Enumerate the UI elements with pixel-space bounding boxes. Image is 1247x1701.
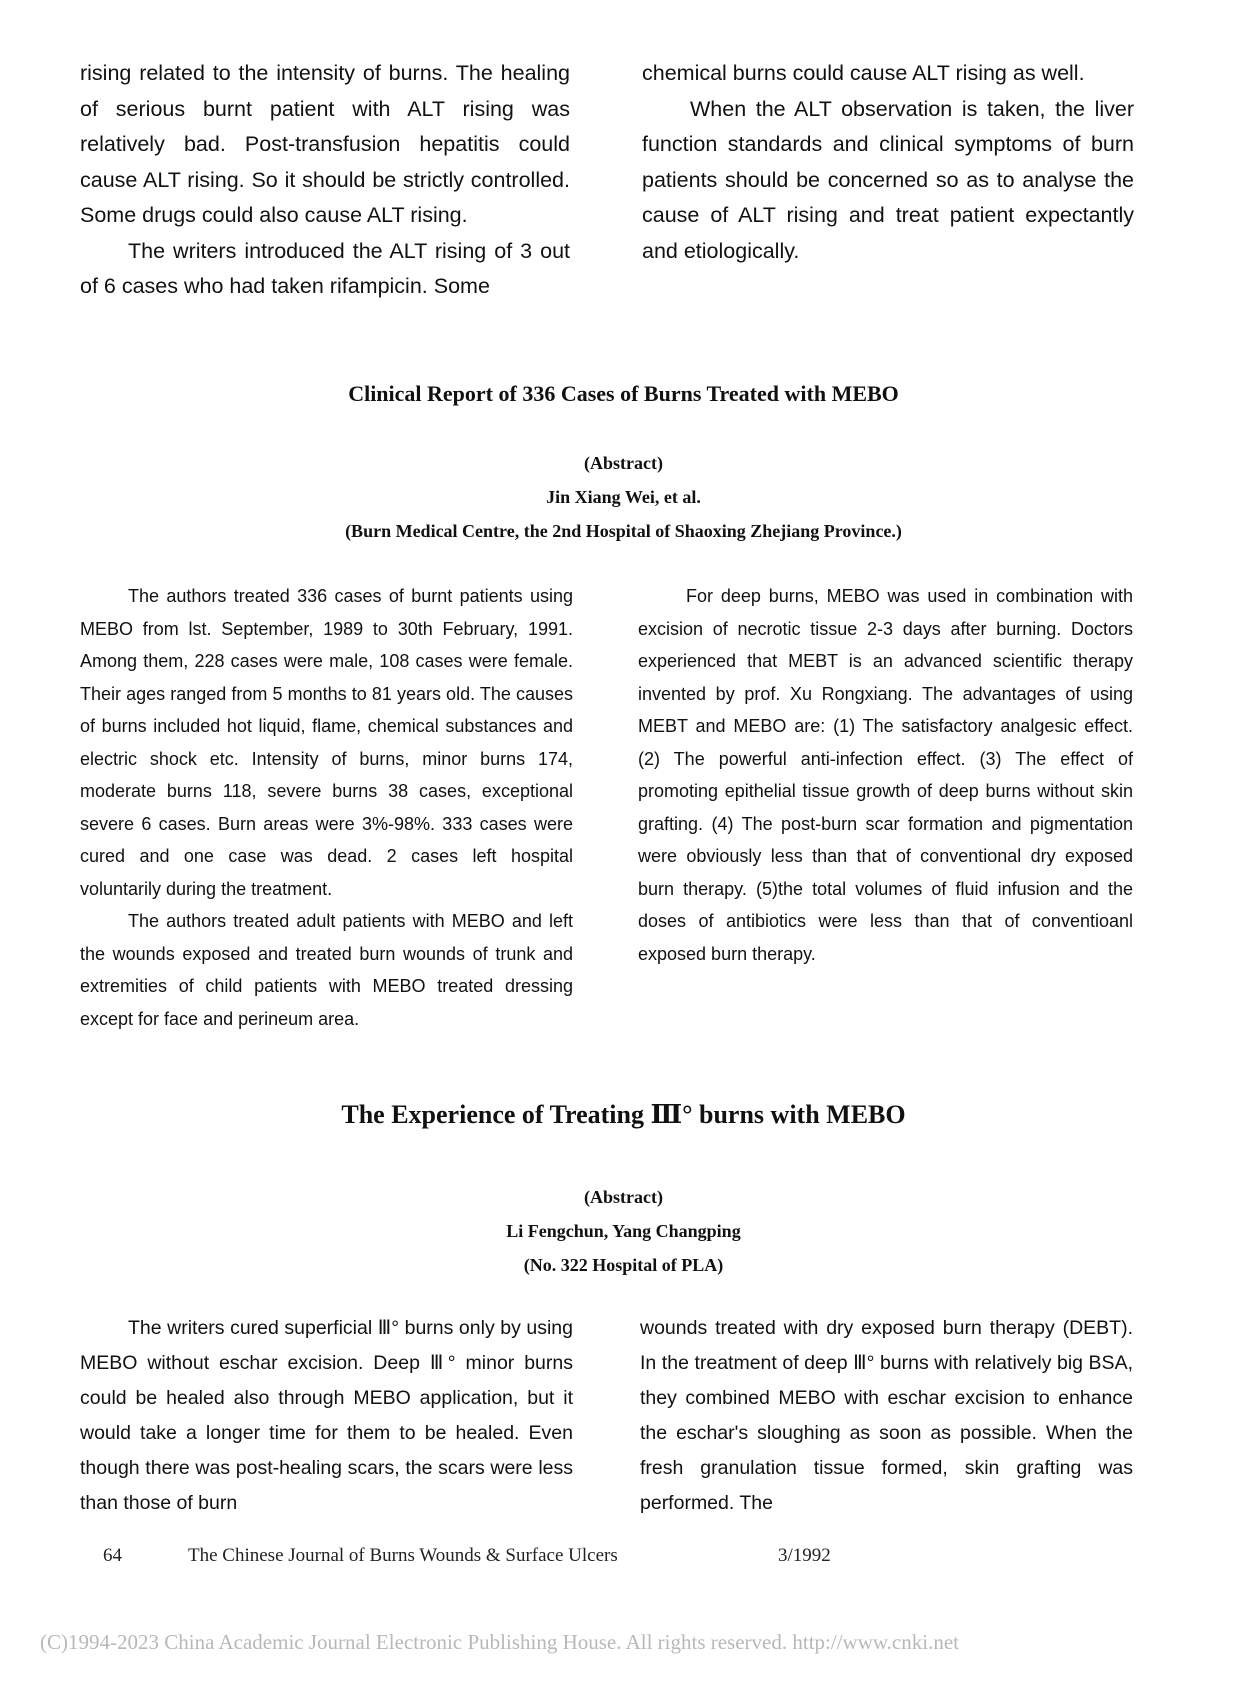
prev-article-left-column <box>80 56 570 305</box>
paragraph: For deep burns, MEBO was used in combination with excision of necrotic tissue 2-3 days after burning. Doctors experienced that MEBT is an advanced scientific therapy invented by prof. Xu Rongxiang. The advantages of using MEBT and MEBO are: (1) The satisfactory analgesic effect. (2) The powerful anti-infection effect. (3) The effect of promoting epithelial tissue growth of deep burns without skin grafting. (4) The post-burn scar formation and pigmentation were obviously less than that of conventional dry exposed burn therapy. (5)the total volumes of fluid infusion and the doses of antibiotics were less than that of conventioanl exposed burn therapy. <box>638 586 1133 964</box>
article2-abstract-label: (Abstract) <box>584 1187 663 1207</box>
paragraph: When the ALT observation is taken, the liver function standards and clinical symptoms of burn patients should be concerned so as to analyse the cause of ALT rising and treat patient expectantly and etiologically. <box>642 96 1134 263</box>
article1-left-column <box>80 580 573 1035</box>
paragraph: The writers introduced the ALT rising of 3 out of 6 cases who had taken rifampicin. Some <box>80 238 570 298</box>
article1-title: Clinical Report of 336 Cases of Burns Treated with MEBO <box>348 381 899 406</box>
article1-abstract-label: (Abstract) <box>584 453 663 473</box>
paragraph: wounds treated with dry exposed burn therapy (DEBT). In the treatment of deep Ⅲ° burns with relatively big BSA, they combined MEBO with eschar excision to enhance the eschar's sloughing as soon as possible. When the fresh granulation tissue formed, skin grafting was performed. The <box>640 1317 1133 1514</box>
article1-authors: Jin Xiang Wei, et al. <box>546 487 701 507</box>
prev-article-right-column <box>642 56 1134 269</box>
paragraph: The writers cured superficial Ⅲ° burns only by using MEBO without eschar excision. Deep Ⅲ° minor burns could be healed also through MEBO application, but it would take a longer time for them to be healed. Even though there was post-healing scars, the scars were less than those of burn <box>80 1317 573 1514</box>
article2-title: The Experience of Treating Ⅲ° burns with MEBO <box>341 1100 906 1129</box>
paragraph: The authors treated adult patients with MEBO and left the wounds exposed and treated burn wounds of trunk and extremities of child patients with MEBO treated dressing except for face and perineum area. <box>80 911 573 1029</box>
paragraph: rising related to the intensity of burns. The healing of serious burnt patient with ALT rising was relatively bad. Post-transfusion hepatitis could cause ALT rising. So it should be strictly controlled. Some drugs could also cause ALT rising. <box>80 61 570 227</box>
journal-name: The Chinese Journal of Burns Wounds & Surface Ulcers <box>188 1545 618 1566</box>
article2-affiliation: (No. 322 Hospital of PLA) <box>523 1255 724 1275</box>
article1-right-column <box>638 580 1133 970</box>
copyright-notice: (C)1994-2023 China Academic Journal Electronic Publishing House. All rights reserved. http://www.cnki.net <box>40 1630 959 1654</box>
paragraph: The authors treated 336 cases of burnt patients using MEBO from lst. September, 1989 to 30th February, 1991. Among them, 228 cases were male, 108 cases were female. Their ages ranged from 5 months to 81 years old. The causes of burns included hot liquid, flame, chemical substances and electric shock etc. Intensity of burns, minor burns 174, moderate burns 118, severe burns 38 cases, exceptional severe 6 cases. Burn areas were 3%-98%. 333 cases were cured and one case was dead. 2 cases left hospital voluntarily during the treatment. <box>80 586 573 899</box>
article2-left-column <box>80 1311 573 1521</box>
page-number: 64 <box>103 1545 122 1566</box>
article2-right-column <box>640 1311 1133 1521</box>
journal-issue: 3/1992 <box>778 1545 831 1566</box>
article1-affiliation: (Burn Medical Centre, the 2nd Hospital of Shaoxing Zhejiang Province.) <box>345 521 902 541</box>
article2-authors: Li Fengchun, Yang Changping <box>506 1221 741 1241</box>
paragraph: chemical burns could cause ALT rising as well. <box>642 61 1085 85</box>
